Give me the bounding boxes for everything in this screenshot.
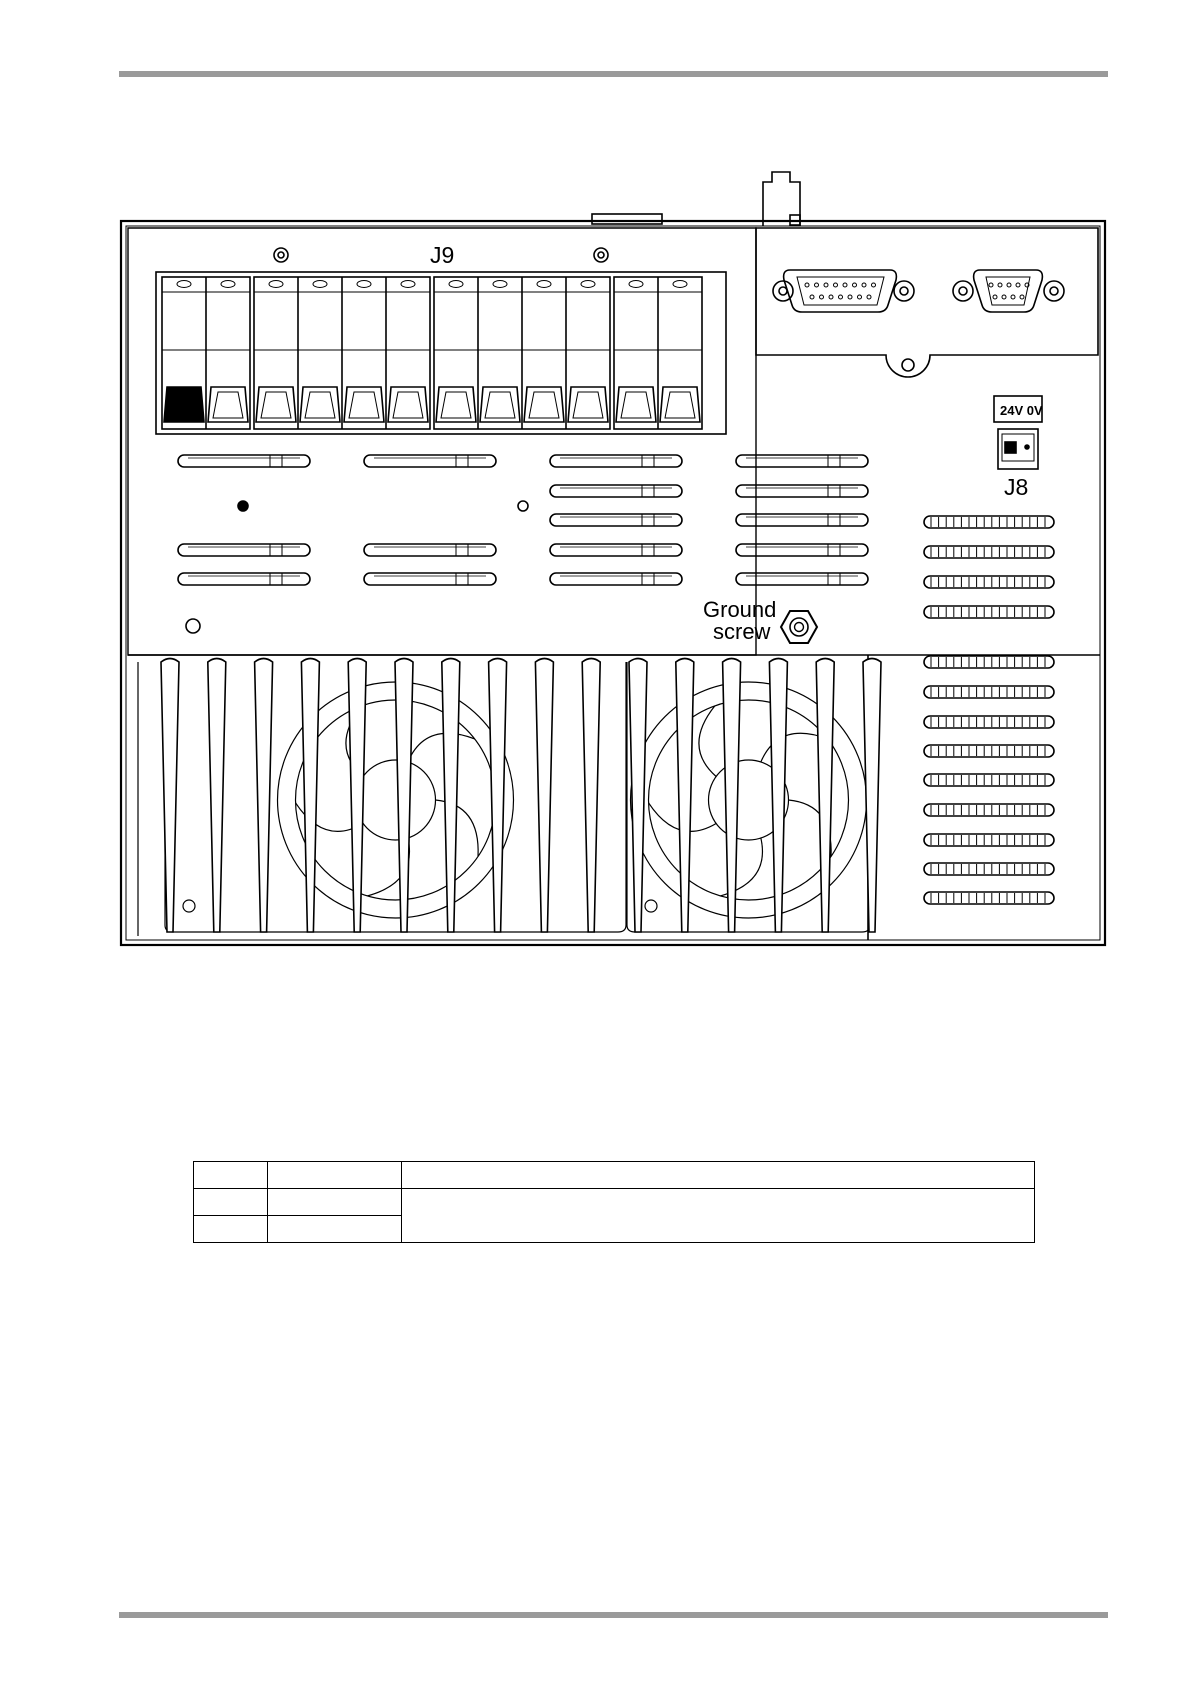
vent-slot — [550, 544, 682, 556]
table-cell — [194, 1189, 268, 1216]
heatsink-fin — [348, 659, 366, 933]
fan-blade — [699, 706, 716, 777]
j9-label: J9 — [430, 242, 455, 268]
pin — [834, 283, 838, 287]
ground-screw — [781, 611, 817, 643]
pin — [1002, 295, 1006, 299]
ground-screw-label-line1: Ground — [703, 597, 777, 622]
heatsink-fin — [816, 659, 834, 933]
pin — [1011, 295, 1015, 299]
vent-slot — [550, 573, 682, 585]
table-cell — [268, 1216, 402, 1243]
terminal-screw — [673, 281, 687, 288]
vent-grille — [924, 745, 1054, 757]
pin — [824, 283, 828, 287]
pin — [872, 283, 876, 287]
dsub-9-connector — [953, 270, 1064, 312]
vent-slot — [178, 544, 310, 556]
spec-table — [193, 1161, 1035, 1243]
table-cell — [194, 1162, 268, 1189]
table-cell — [194, 1216, 268, 1243]
vent-slot — [364, 544, 496, 556]
vent-slot — [178, 455, 310, 467]
table-cell — [268, 1189, 402, 1216]
pin — [993, 295, 997, 299]
vent-grille — [924, 516, 1054, 528]
heatsink-fin — [442, 659, 460, 933]
pin — [843, 283, 847, 287]
pin — [805, 283, 809, 287]
terminal-screw — [221, 281, 235, 288]
pin — [839, 295, 843, 299]
pin — [810, 295, 814, 299]
heatsink-fin — [395, 659, 413, 933]
terminal-screw — [269, 281, 283, 288]
dsub-15-connector — [773, 270, 914, 312]
fan-hub — [356, 760, 436, 840]
terminal-screw — [177, 281, 191, 288]
pin — [858, 295, 862, 299]
terminal-screw — [449, 281, 463, 288]
table-cell-merged — [402, 1189, 1035, 1243]
terminal-screw — [493, 281, 507, 288]
vent-slot — [550, 514, 682, 526]
vent-slot — [550, 485, 682, 497]
pin — [1007, 283, 1011, 287]
table-row — [194, 1162, 1035, 1189]
j8-connector — [998, 429, 1038, 469]
pin — [862, 283, 866, 287]
pin — [1020, 295, 1024, 299]
pin — [989, 283, 993, 287]
vent-slot — [364, 455, 496, 467]
vent-slot — [178, 573, 310, 585]
table-cell — [402, 1162, 1035, 1189]
vent-grille — [924, 716, 1054, 728]
terminal-screw — [537, 281, 551, 288]
heatsink-fin — [208, 659, 226, 933]
vent-grille — [924, 576, 1054, 588]
heatsink-fin — [582, 659, 600, 933]
vent-grille — [924, 892, 1054, 904]
j8-label: J8 — [1004, 474, 1029, 500]
pin — [820, 295, 824, 299]
terminal-screw — [313, 281, 327, 288]
table-row — [194, 1189, 1035, 1216]
vent-slot — [364, 573, 496, 585]
pin — [829, 295, 833, 299]
vent-grille — [924, 774, 1054, 786]
terminal-screw — [401, 281, 415, 288]
pin — [848, 295, 852, 299]
vent-grille — [924, 686, 1054, 698]
footer-rule — [119, 1612, 1108, 1618]
heatsink-fin — [535, 659, 553, 933]
pin — [853, 283, 857, 287]
heatsink-fin — [301, 659, 319, 933]
terminal-screw — [357, 281, 371, 288]
interface-board — [756, 228, 1098, 377]
vent-grille — [924, 804, 1054, 816]
heatsink-fin — [769, 659, 787, 933]
table-cell — [268, 1162, 402, 1189]
heatsink-fin — [629, 659, 647, 933]
vent-grille — [924, 863, 1054, 875]
vent-grille — [924, 834, 1054, 846]
pin — [998, 283, 1002, 287]
vent-slot — [550, 455, 682, 467]
terminal-screw — [581, 281, 595, 288]
pin — [1016, 283, 1020, 287]
pin — [867, 295, 871, 299]
heatsink-fin — [255, 659, 273, 933]
ground-screw-label-line2: screw — [713, 619, 771, 644]
power-terminal-label: 24V 0V — [1000, 403, 1043, 418]
vent-grille — [924, 546, 1054, 558]
vent-grille — [924, 656, 1054, 668]
heatsink-fin — [676, 659, 694, 933]
pin — [815, 283, 819, 287]
heatsink-fin — [863, 659, 881, 933]
vent-grille — [924, 606, 1054, 618]
terminal-screw — [629, 281, 643, 288]
heatsink-fin — [489, 659, 507, 933]
heatsink-fin — [161, 659, 179, 933]
heatsink-fin — [723, 659, 741, 933]
fan-blade — [408, 733, 475, 762]
